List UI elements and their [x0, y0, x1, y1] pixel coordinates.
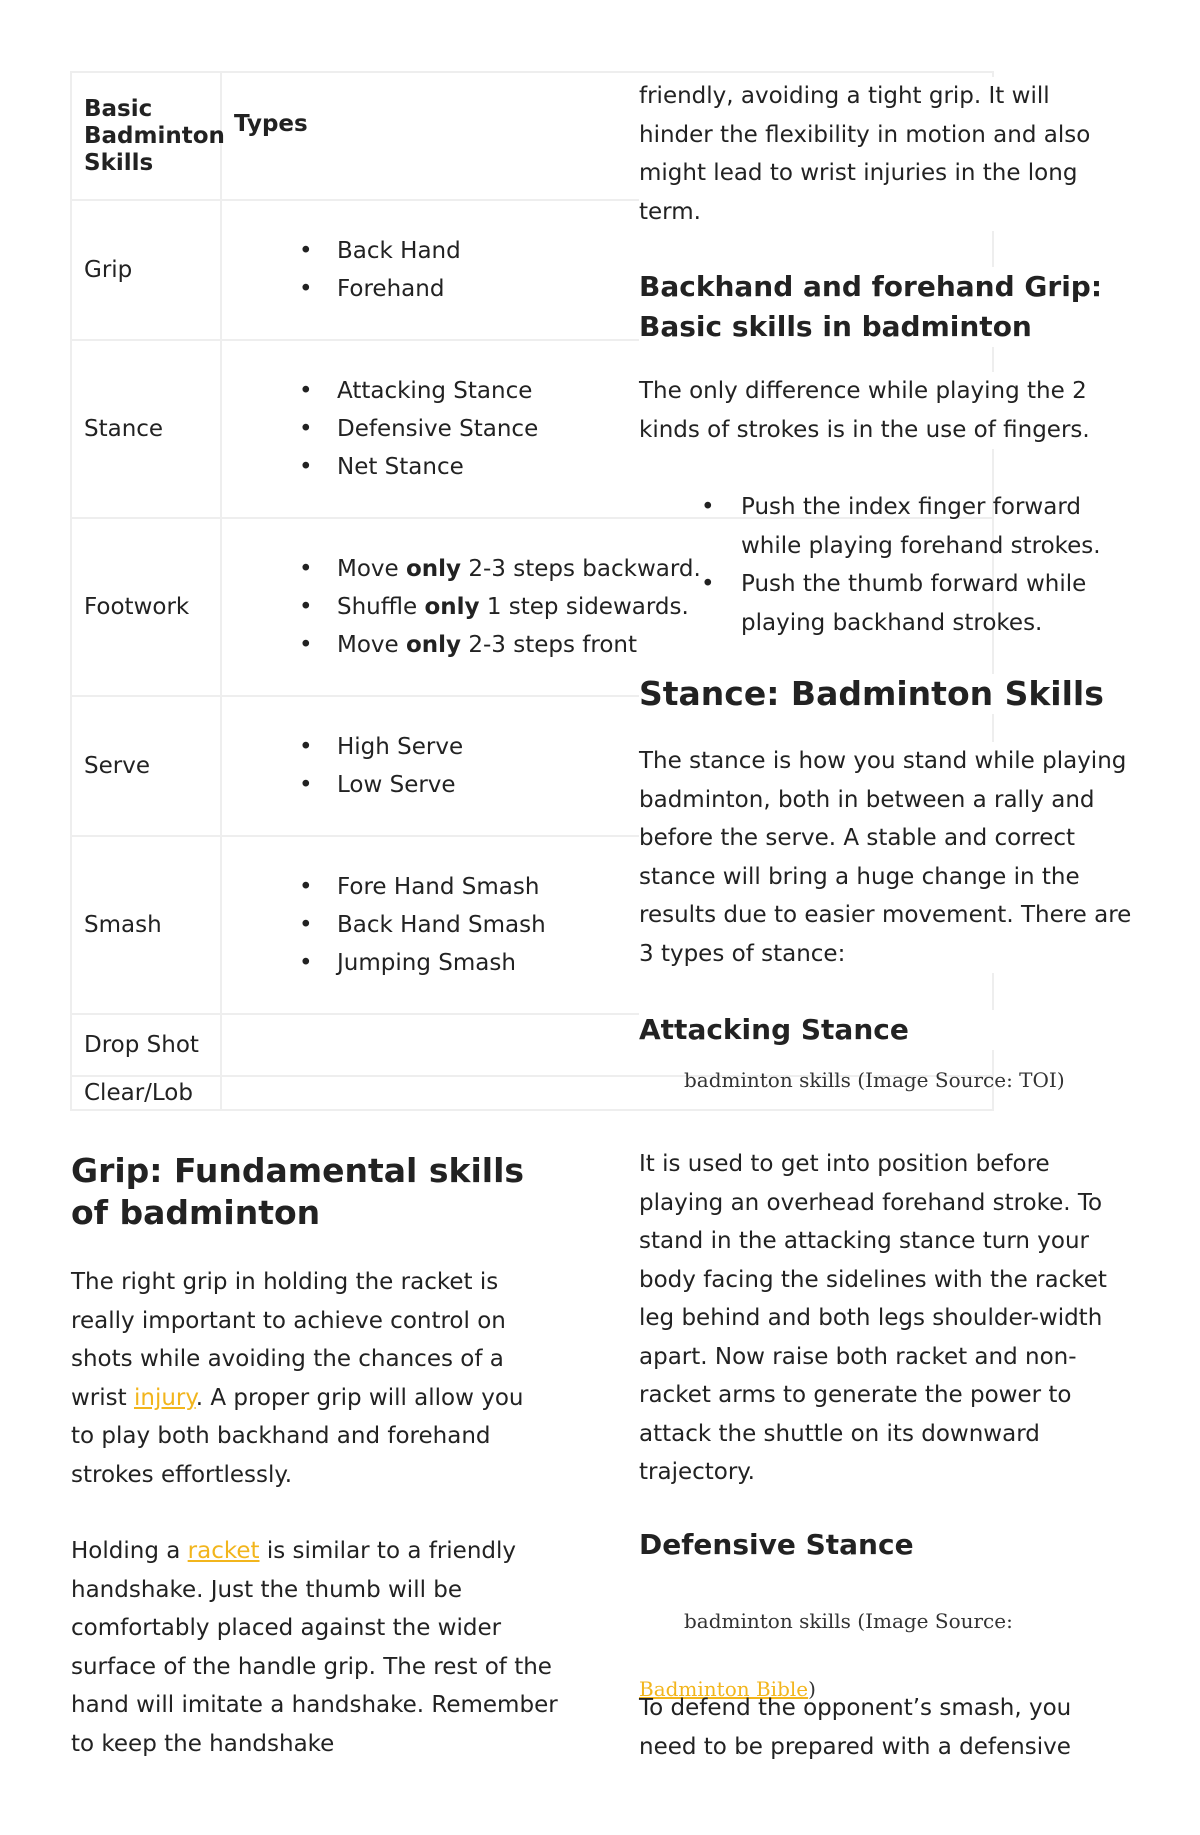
stance-paragraph: The stance is how you stand while playing badminton, both in between a rally and before the serve. A stable and correct stance will bring a huge change in the results due to easier movement. There are 3 types of stance: [639, 742, 1139, 973]
grip-subheading: Backhand and forehand Grip: Basic skills in badminton [639, 267, 1139, 347]
skill-name: Grip [71, 200, 221, 340]
list-item: • Back Hand [337, 232, 992, 270]
grip-heading: Grip: Fundamental skills of badminton [71, 1151, 525, 1232]
list-item: • Jumping Smash [337, 944, 992, 982]
list-item: • Fore Hand Smash [337, 868, 992, 906]
list-item: • Shuffle only 1 step sidewards. [337, 588, 992, 626]
list-item: • Move only 2-3 steps front [337, 626, 992, 664]
list-item: • Move only 2-3 steps backward. [337, 550, 992, 588]
skill-name: Smash [71, 836, 221, 1014]
stance-heading: Stance: Badminton Skills [639, 674, 1159, 714]
badminton-bible-link[interactable]: Badminton Bible [639, 1677, 809, 1701]
list-item: • Net Stance [337, 448, 992, 486]
attacking-image-caption: badminton skills (Image Source: TOI) [684, 1068, 1065, 1092]
table-header-types: Types [221, 72, 993, 200]
grip-intro-paragraph: The right grip in holding the racket is really important to achieve control on shots while avoiding the chances of a wrist injury. A proper grip will allow you to play both backhand and forehand strokes effortlessly. [71, 1269, 524, 1488]
skill-name: Clear/Lob [71, 1076, 221, 1110]
racket-link[interactable]: racket [187, 1538, 260, 1564]
intro-paragraph: friendly, avoiding a tight grip. It will hinder the flexibility in motion and also might lead to wrist injuries in the long term. [639, 77, 1119, 231]
list-item: • Forehand [337, 270, 992, 308]
list-item: • High Serve [337, 728, 992, 766]
list-item: • Push the thumb forward while playing backhand strokes. [741, 565, 1141, 642]
defensive-stance-heading: Defensive Stance [639, 1528, 914, 1561]
defensive-paragraph: To defend the opponent’s smash, you need to be prepared with a defensive [639, 1695, 1072, 1760]
grip-bullets [639, 488, 1200, 642]
list-item: • Attacking Stance [337, 372, 992, 410]
attacking-stance-heading: Attacking Stance [639, 1010, 999, 1050]
skill-name: Footwork [71, 518, 221, 696]
list-item: • Back Hand Smash [337, 906, 992, 944]
defensive-image-caption: badminton skills (Image Source: Badminton Bible) [639, 1609, 1013, 1701]
list-item: • Push the index finger forward while playing forehand strokes. [741, 488, 1141, 565]
list-item: • Defensive Stance [337, 410, 992, 448]
skill-name: Drop Shot [71, 1014, 221, 1076]
attacking-paragraph: It is used to get into position before playing an overhead forehand stroke. To stand in the attacking stance turn your body facing the sidelines with the racket leg behind and both legs shoulder-width apart. Now raise both racket and non-racket arms to generate the power to attack the shuttle on its downward trajectory. [639, 1151, 1107, 1485]
grip-paragraph: The only difference while playing the 2 kinds of strokes is in the use of fingers. [639, 372, 1119, 449]
left-column [71, 1150, 591, 1763]
skill-name: Stance [71, 340, 221, 518]
racket-paragraph: Holding a racket is similar to a friendly handshake. Just the thumb will be comfortably placed against the wider surface of the handle grip. The rest of the hand will imitate a handshake. Remember to keep the handshake [71, 1538, 558, 1757]
skill-name: Serve [71, 696, 221, 836]
table-header-skill: Basic Badminton Skills [71, 72, 221, 200]
injury-link[interactable]: injury [133, 1384, 196, 1411]
list-item: • Low Serve [337, 766, 992, 804]
